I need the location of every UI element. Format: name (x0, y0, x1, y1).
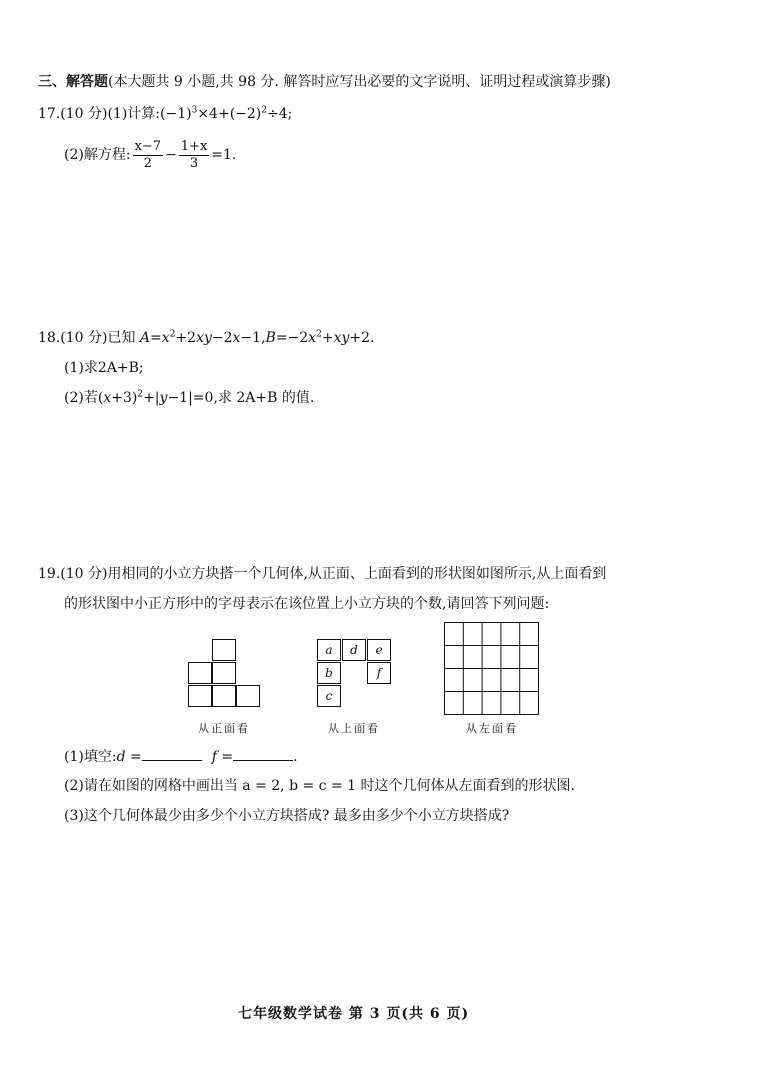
front-view-caption: 从正面看 (198, 722, 250, 735)
q17-frac2-den: 3 (189, 155, 199, 171)
page-footer: 七年级数学试卷 第 3 页(共 6 页) (238, 1006, 470, 1022)
q17-part1-label: (1)计算: (107, 106, 161, 122)
front-view-cell (236, 685, 260, 707)
q17-part2: (2)解方程: $\frac{x-7}{2}$ − $\frac{1+x}{3}$ =1. (64, 138, 237, 171)
q18-number: 18. (38, 330, 61, 346)
q18-intro: 已知 (107, 330, 136, 346)
front-view-cell (212, 662, 236, 684)
front-view-cell (188, 685, 212, 707)
front-view-cell (212, 685, 236, 707)
q17-eq-tail: =1. (211, 147, 237, 163)
top-view-cell-c: c (317, 685, 341, 707)
q17-fraction-1 (133, 139, 164, 172)
q17-score: (10 分) (60, 106, 108, 122)
top-view-caption: 从上面看 (328, 722, 380, 735)
q18-part1-expr: 2A+B (97, 360, 139, 376)
front-view-cell (188, 662, 212, 684)
q18-part2-tail: ,求 2A+B 的值. (213, 390, 315, 406)
q19-f-label: f = (211, 749, 234, 765)
q19-stem-line1 (38, 564, 606, 584)
top-view-cell-f: f (367, 662, 391, 684)
section-note: (本大题共 9 小题,共 98 分. 解答时应写出必要的文字说明、证明过程或演算步骤) (108, 74, 611, 90)
q18-part1-end: ; (138, 360, 144, 376)
q19-number: 19. (38, 566, 61, 582)
q17-frac2-num: 1+x (180, 138, 208, 154)
q19-part1 (64, 746, 298, 767)
q19-part1-label: (1)填空: (64, 749, 117, 765)
q17-fraction-2 (179, 139, 210, 172)
q17-part1 (38, 104, 292, 124)
q17-frac1-den: 2 (143, 155, 152, 171)
q18-score: (10 分) (60, 330, 108, 346)
left-view-grid[interactable] (444, 622, 540, 716)
q19-f-blank[interactable] (233, 746, 293, 761)
q19-stem-line2 (64, 594, 549, 614)
q19-d-blank[interactable] (142, 746, 202, 761)
q18-condition: $(x+3)^2+|y-1|=0$ (97, 389, 214, 406)
q19-score: (10 分) (60, 566, 108, 582)
q18-expressions: $A=x^2+2xy-2x-1,B=-2x^2+xy+2$. (139, 329, 375, 346)
q18-part1-label: (1)求 (64, 360, 98, 376)
section-header (38, 72, 611, 92)
q19-part1-end: . (293, 749, 298, 765)
top-view-cell-a: a (317, 639, 341, 661)
front-view-cell (212, 639, 236, 661)
q19-line1: 用相同的小立方块搭一个几何体,从正面、上面看到的形状图如图所示,从上面看到 (107, 566, 607, 582)
q17-part2-label: (2)解方程: (64, 147, 131, 163)
q18-part1 (64, 358, 144, 378)
section-title: 三、解答题 (38, 74, 108, 90)
q18-part2-label: (2)若 (64, 390, 98, 406)
q17-expression: $(-1)^3\times 4+(-2)^2\div 4$; (160, 105, 293, 122)
q19-part2: (2)请在如图的网格中画出当 a = 2, b = c = 1 时这个几何体从左面看到的形状图. (64, 778, 575, 794)
left-view-caption: 从左面看 (466, 722, 518, 735)
top-view-cell-d: d (342, 639, 366, 661)
q18-part2 (64, 388, 314, 408)
q18-stem (38, 328, 374, 348)
q17-frac1-num: x−7 (134, 138, 162, 154)
q19-part3: (3)这个几何体最少由多少个小立方块搭成? 最多由多少个小立方块搭成? (64, 808, 510, 824)
q19-line2: 的形状图中小正方形中的字母表示在该位置上小立方块的个数,请回答下列问题: (64, 596, 550, 612)
top-view-cell-b: b (317, 662, 341, 684)
q19-d-label: d = (116, 749, 142, 765)
top-view-cell-e: e (367, 639, 391, 661)
q17-number: 17. (38, 106, 61, 122)
